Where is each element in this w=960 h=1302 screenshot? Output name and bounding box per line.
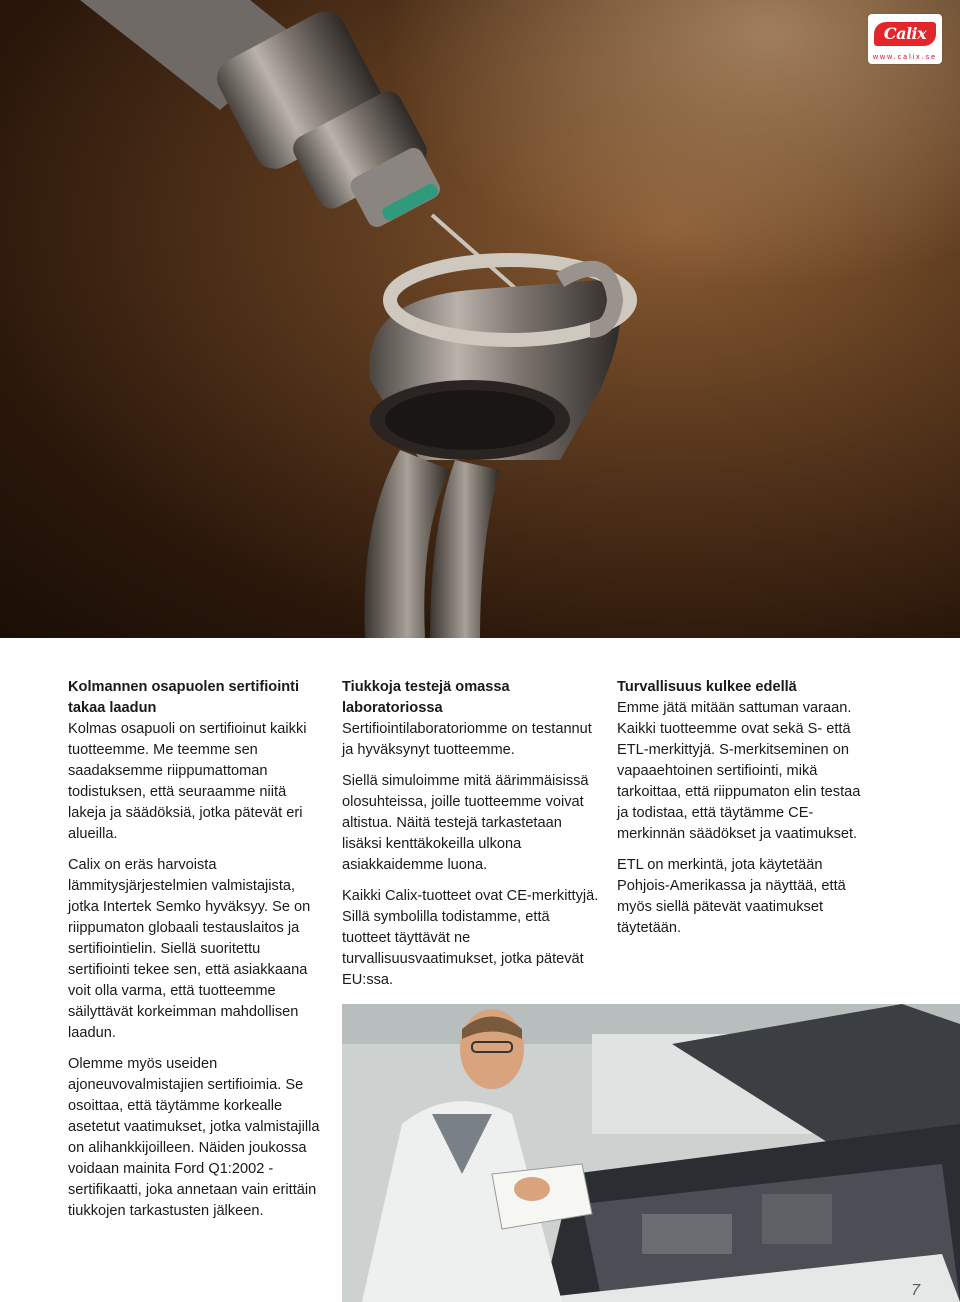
paragraph: Emme jätä mitään sattuman varaan. Kaikki tuotteemme ovat sekä S- että ETL-merkittyjä. S-merkitseminen on vapaaehtoinen sertifiointi, mikä tarkoittaa, että riippumaton elin testaa ja todistaa, että täytämme CE-merkinnän säädökset ja vaatimukset.	[617, 700, 861, 842]
heading-certification	[68, 677, 323, 719]
calix-logo[interactable]	[868, 14, 942, 64]
calix-wordmark: Calix	[874, 22, 936, 46]
column-safety-first	[617, 677, 875, 949]
hero-photo-heating-element-test	[0, 0, 960, 638]
technician-illustration	[342, 1004, 960, 1302]
page-number: 7	[911, 1282, 920, 1299]
paragraph: ETL on merkintä, jota käytetään Pohjois-Amerikassa ja näyttää, että myös siellä pätevät vaatimukset täytetään.	[617, 857, 846, 936]
column-laboratory-tests	[342, 677, 602, 1001]
heading-laboratory: Tiukkoja testejä omassa laboratoriossa	[342, 679, 510, 716]
paragraph: Olemme myös useiden ajoneuvovalmistajien sertifioimia. Se osoittaa, että täytämme korkealle asetetut vaatimukset, jotka valmistajilla on alihankkijoilleen. Näiden joukossa voidaan mainita Ford Q1:2002 -sertifikaatti, joka annetaan vain erittäin tiukkojen tarkastusten jälkeen.	[68, 1056, 320, 1219]
heading-line-1: Kolmannen osapuolen sertifiointi	[68, 679, 300, 695]
paragraph: Siellä simuloimme mitä äärimmäisissä olosuhteissa, joille tuotteemme voivat altistua. Näitä testejä tarkastetaan lisäksi kenttäkokeilla ulkona asiakkaidemme luona.	[342, 773, 589, 873]
hero-illustration	[0, 0, 960, 638]
paragraph: Calix on eräs harvoista lämmitysjärjestelmien valmistajista, jotka Intertek Semko hyväksyy. Se on riippumaton globaali testauslaitos ja sertifiointielin. Siellä suoritettu sertifiointi tekee sen, että asiakkaana voit olla varma, että tuotteemme säilyttävät korkeimman mahdollisen laadun.	[68, 857, 311, 1041]
heading-safety: Turvallisuus kulkee edellä	[617, 679, 797, 695]
paragraph: Kolmas osapuoli on sertifioinut kaikki tuotteemme. Me teemme sen saadaksemme riippumattoman todistuksen, että seuraamme niitä lakeja ja säädöksiä, jotka pätevät eri alueilla.	[68, 721, 307, 842]
column-third-party-certification	[68, 677, 323, 1232]
paragraph: Sertifiointilaboratoriomme on testannut ja hyväksynyt tuotteemme.	[342, 721, 592, 758]
technician-photo	[342, 1004, 960, 1302]
logo-website-url: www.calix.se	[872, 54, 938, 61]
paragraph: Kaikki Calix-tuotteet ovat CE-merkittyjä. Sillä symbolilla todistamme, että tuotteet täyttävät ne turvallisuusvaatimukset, jotka pätevät EU:ssa.	[342, 888, 599, 988]
heading-line-2: takaa laadun	[68, 700, 157, 716]
